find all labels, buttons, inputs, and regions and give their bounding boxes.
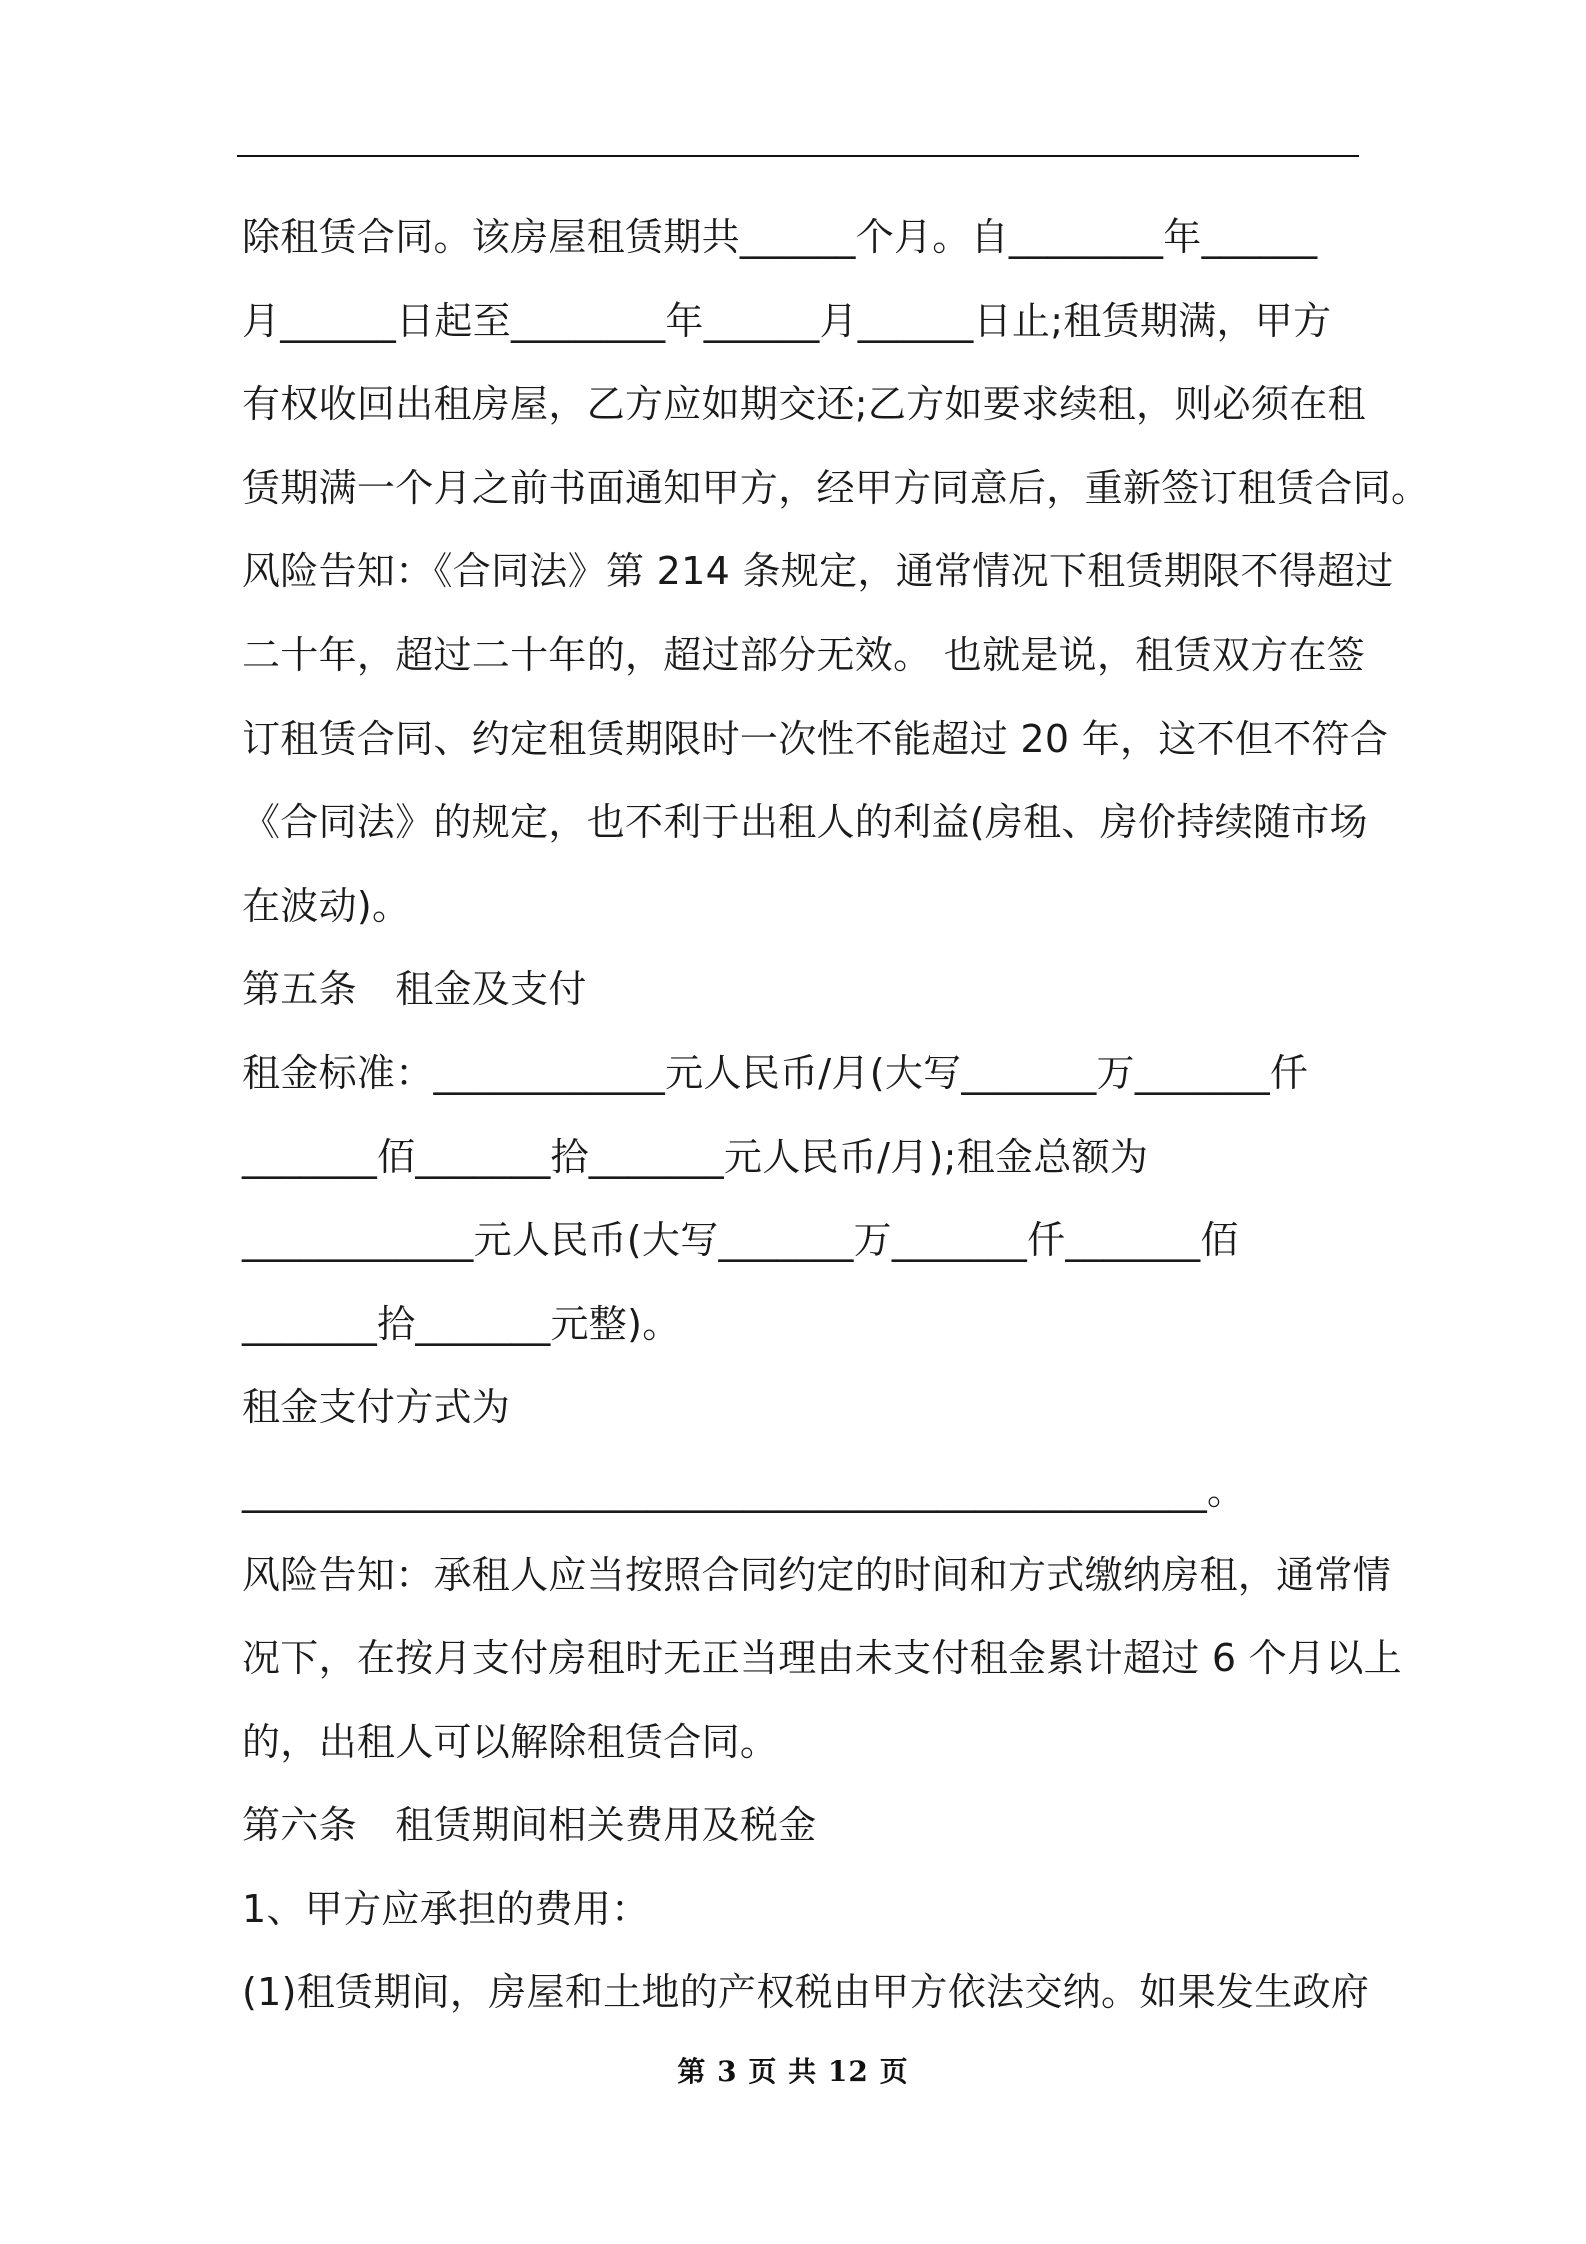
text-line: 有权收回出租房屋，乙方应如期交还;乙方如要求续租，则必须在租	[242, 382, 1366, 427]
text-line: _______拾_______元整)。	[242, 1301, 681, 1346]
section-heading-article-5: 第五条 租金及支付	[242, 967, 587, 1012]
text-line: 在波动)。	[242, 883, 411, 928]
list-item: 1、甲方应承担的费用：	[242, 1886, 650, 1931]
text-line: 赁期满一个月之前书面通知甲方，经甲方同意后，重新签订租赁合同。	[242, 465, 1430, 510]
payment-method-label: 租金支付方式为	[242, 1385, 511, 1430]
text-line: 二十年，超过二十年的，超过部分无效。 也就是说，租赁双方在签	[242, 632, 1366, 677]
text-line: 除租赁合同。该房屋租赁期共______个月。自________年______	[242, 215, 1318, 259]
text-line: 月______日起至________年______月______日止;租赁期满，甲方	[242, 298, 1332, 343]
rent-standard-line: 租金标准：____________元人民币/月(大写_______万_______仟	[242, 1050, 1309, 1095]
document-body	[242, 196, 1430, 2035]
risk-notice-line: 风险告知：《合同法》第 214 条规定，通常情况下租赁期限不得超过	[242, 549, 1394, 594]
text-line: 况下，在按月支付房租时无正当理由未支付租金累计超过 6 个月以上	[242, 1636, 1402, 1681]
section-heading-article-6: 第六条 租赁期间相关费用及税金	[242, 1803, 817, 1848]
text-line: 的，出租人可以解除租赁合同。	[242, 1719, 779, 1764]
header-rule	[237, 155, 1359, 157]
payment-method-blank: __________________________________________________。	[242, 1468, 1246, 1513]
list-item: (1)租赁期间，房屋和土地的产权税由甲方依法交纳。如果发生政府	[242, 1970, 1370, 2015]
text-line: 《合同法》的规定，也不利于出租人的利益(房租、房价持续随市场	[242, 800, 1368, 845]
text-line: ____________元人民币(大写_______万_______仟_______佰	[242, 1218, 1239, 1263]
risk-notice-line: 风险告知：承租人应当按照合同约定的时间和方式缴纳房租，通常情	[242, 1552, 1392, 1597]
text-line: _______佰_______拾_______元人民币/月);租金总额为	[242, 1134, 1149, 1179]
text-line: 订租赁合同、约定租赁期限时一次性不能超过 20 年，这不但不符合	[242, 716, 1389, 761]
page-number: 第 3 页 共 12 页	[677, 2055, 909, 2088]
